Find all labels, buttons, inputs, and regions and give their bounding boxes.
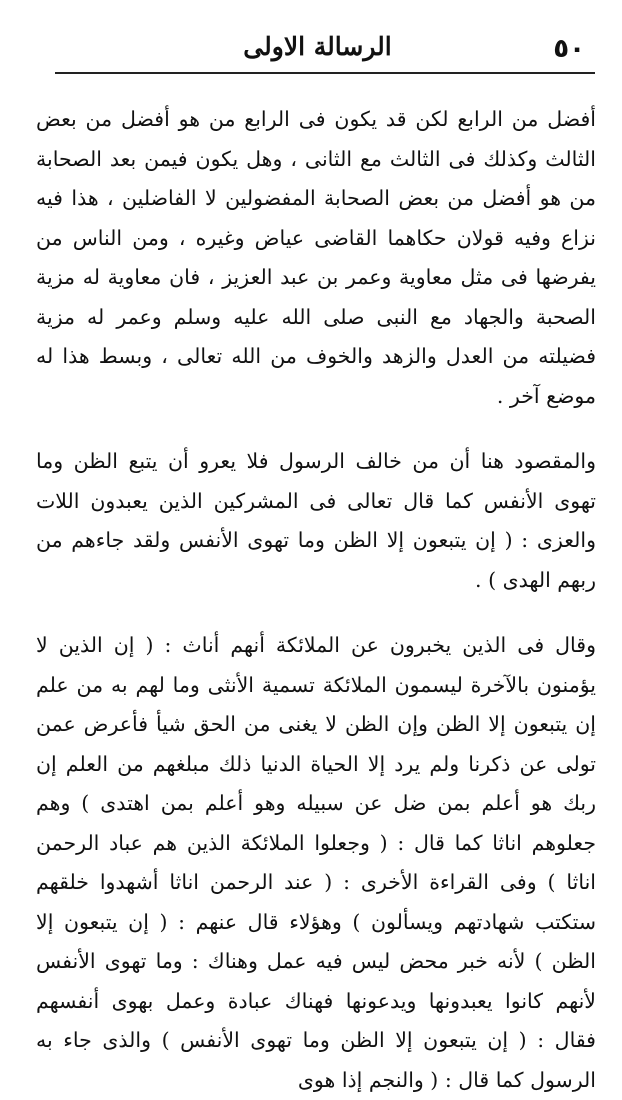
page-number: ٥٠ [553,34,585,64]
paragraph-1: أفضل من الرابع لكن قد يكون فى الرابع من هو أفضل من بعض الثالث وكذلك فى الثالث مع الثانى ، وهل يكون فيمن بعد الصحابة من هو أفضل من بعض الصحابة المفضولين لا الفاضلين ، هذا فيه نزاع وفيه قولان حكاهما القاضى عياض وغيره ، ومن الناس من يفرضها فى مثل معاوية وعمر بن عبد العزيز ، فان معاوية له مزية الصحبة والجهاد مع النبى صلى الله عليه وسلم وعمر له مزية فضيلته من العدل والزهد والخوف من الله تعالى ، وبسط هذا له موضع آخر . [36,107,596,408]
page-header [40,30,595,70]
paragraph-2: والمقصود هنا أن من خالف الرسول فلا يعرو أن يتبع الظن وما تهوى الأنفس كما قال تعالى فى المشركين الذين يعبدون اللات والعزى : ( إن يتبعون إلا الظن وما تهوى الأنفس ولقد جاءهم من ربهم الهدى ) . [36,449,596,592]
paragraph-3: وقال فى الذين يخبرون عن الملائكة أنهم أناث : ( إن الذين لا يؤمنون بالآخرة ليسمون الملائكة تسمية الأنثى وما لهم به من علم إن يتبعون إلا الظن وإن الظن لا يغنى من الحق شيأ فأعرض عمن تولى عن ذكرنا ولم يرد إلا الحياة الدنيا ذلك مبلغهم من العلم إن ربك هو أعلم بمن ضل عن سبيله وهو أعلم بمن اهتدى ) وهم جعلوهم اناثا كما قال : ( وجعلوا الملائكة الذين هم عباد الرحمن اناثا ) وفى القراءة الأخرى : ( عند الرحمن اناثا أشهدوا خلقهم ستكتب شهادتهم ويسألون ) وهؤلاء قال عنهم : ( إن يتبعون إلا الظن ) لأنه خبر محض ليس فيه عمل وهناك : وما تهوى الأنفس لأنهم كانوا يعبدونها ويدعونها فهناك عبادة وعمل بهوى أنفسهم فقال : ( إن يتبعون إلا الظن وما تهوى الأنفس ) والذى جاء به الرسول كما قال : ( والنجم إذا هوى [36,633,596,1092]
body-text [36,100,596,1100]
running-title: الرسالة الاولى [243,32,392,61]
header-rule [55,72,595,74]
